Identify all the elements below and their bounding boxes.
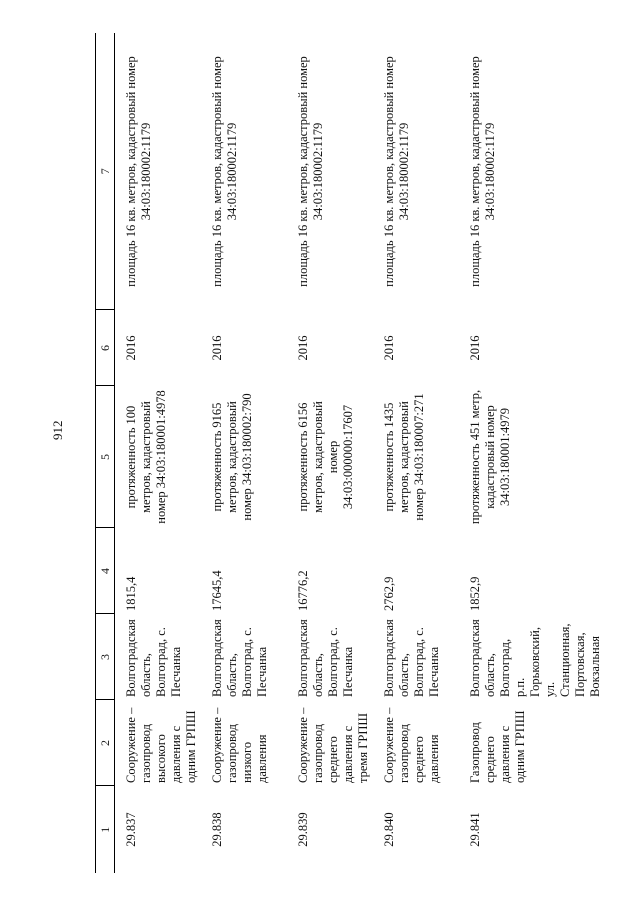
column-header: 4 <box>96 528 115 614</box>
object-parameters: протяженность 451 метр, кадастровый номер 34:03:180001:4979 <box>468 389 512 525</box>
object-name: Сооружение – газопровод низкого давления <box>210 707 269 783</box>
object-value: 2762,9 <box>382 576 396 611</box>
object-parameters: протяженность 9165 метров, кадастровый номер 34:03:180002:790 <box>210 393 254 521</box>
table-row <box>201 33 287 873</box>
object-year: 2016 <box>210 335 224 361</box>
row-number: 29.839 <box>296 812 310 847</box>
object-parameters: протяженность 1435 метров, кадастровый номер 34:03:180007:271 <box>382 393 426 521</box>
column-header: 5 <box>96 386 115 528</box>
land-plot-info: площадь 16 кв. метров, кадастровый номер 34:03:180002:1179 <box>468 56 497 287</box>
column-header: 7 <box>96 33 115 310</box>
table-row <box>115 33 202 873</box>
land-plot-info: площадь 16 кв. метров, кадастровый номер 34:03:180002:1179 <box>210 56 239 287</box>
table-row <box>287 33 373 873</box>
object-year: 2016 <box>124 335 138 361</box>
object-name: Газопровод среднего давления с одним ГРПШ <box>468 710 527 783</box>
object-year: 2016 <box>296 335 310 361</box>
column-header: 3 <box>96 614 115 700</box>
object-value: 16776,2 <box>296 570 310 611</box>
land-plot-info: площадь 16 кв. метров, кадастровый номер 34:03:180002:1179 <box>296 56 325 287</box>
object-parameters: протяженность 100 метров, кадастровый номер 34:03:180001:4978 <box>124 390 168 524</box>
header-row <box>96 33 115 873</box>
column-header: 1 <box>96 786 115 873</box>
table-row <box>459 33 603 873</box>
object-name: Сооружение – газопровод среднего давления с тремя ГРПШ <box>296 707 370 783</box>
row-number: 29.840 <box>382 812 396 847</box>
property-table <box>95 33 603 873</box>
object-parameters: протяженность 6156 метров, кадастровый номер 34:03:000000:17607 <box>296 401 355 513</box>
object-year: 2016 <box>468 335 482 361</box>
rotated-table-container <box>95 33 602 873</box>
object-year: 2016 <box>382 335 396 361</box>
object-address: Волгоградская область, Волгоград, с. Песчанка <box>124 619 183 697</box>
object-address: Волгоградская область, Волгоград, с. Песчанка <box>296 619 355 697</box>
row-number: 29.838 <box>210 812 224 847</box>
column-header: 2 <box>96 700 115 786</box>
table-row <box>373 33 459 873</box>
object-value: 1852,9 <box>468 576 482 611</box>
object-name: Сооружение – газопровод среднего давления <box>382 707 441 783</box>
object-address: Волгоградская область, Волгоград, с. Песчанка <box>382 619 441 697</box>
page-number: 912 <box>50 420 65 440</box>
object-name: Сооружение – газопровод высокого давления с одним ГРПШ <box>124 707 198 783</box>
object-value: 17645,4 <box>210 570 224 611</box>
land-plot-info: площадь 16 кв. метров, кадастровый номер 34:03:180002:1179 <box>124 56 153 287</box>
row-number: 29.837 <box>124 812 138 847</box>
land-plot-info: площадь 16 кв. метров, кадастровый номер 34:03:180002:1179 <box>382 56 411 287</box>
object-address: Волгоградская область, Волгоград, с. Песчанка <box>210 619 269 697</box>
column-header: 6 <box>96 310 115 386</box>
row-number: 29.841 <box>468 812 482 847</box>
object-address: Волгоградская область, Волгоград, р.п. Горьковский, ул. Станционная, Портовская, Вокзальная <box>468 619 602 697</box>
object-value: 1815,4 <box>124 576 138 611</box>
